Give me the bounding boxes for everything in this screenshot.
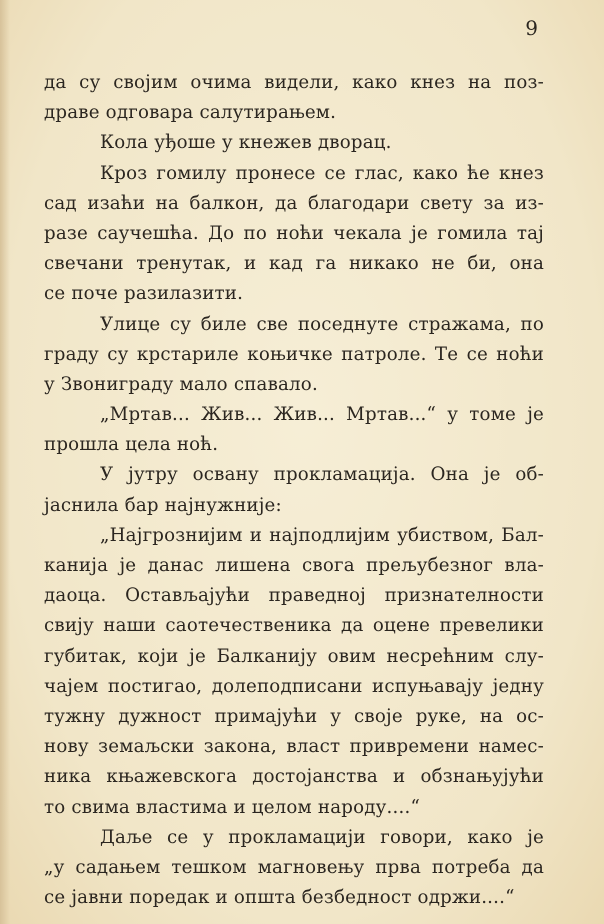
text-line: да су својим очима видели, како кнез на поз-	[44, 72, 544, 93]
text-line: јаснила бар најнужније:	[44, 494, 282, 516]
text-line: свију наши саотечественика да оцене превелики	[44, 615, 544, 637]
text-line: граду су крстариле коњичке патроле. Те се ноћи	[44, 343, 544, 365]
text-line: ника књажевскога достојанства и обзнањујући	[44, 766, 544, 788]
text-line: драве одговара салутирањем.	[44, 102, 337, 124]
text-line: У јутру освану прокламација. Она је об-	[100, 464, 544, 486]
text-line: свечани тренутак, и кад га никако не би, она	[44, 253, 544, 275]
text-line: нову земаљски закона, власт привремени намес-	[44, 736, 544, 758]
text-line: се јавни поредак и општа безбедност одржи....“	[44, 887, 515, 909]
page-edge-shadow	[0, 0, 10, 924]
text-line: разе саучешћа. До по ноћи чекала је гомила тај	[44, 222, 544, 244]
text-line: „Мртав... Жив... Жив... Мртав...“ у томе је	[100, 404, 544, 426]
text-line: „у садањем тешком магновењу прва потреба да	[44, 856, 544, 878]
text-line: „Најгрознијим и најподлијим убиством, Бал-	[100, 524, 544, 546]
text-line: у Звониграду мало спавало.	[44, 373, 318, 395]
text-line: губитак, који је Балканију овим несрећним слу-	[44, 645, 544, 667]
text-line: чајем постигао, долеподписани испуњавају једну	[44, 675, 544, 697]
text-line: сад изаћи на балкон, да благодари свету за из-	[44, 192, 544, 214]
body-text	[44, 68, 544, 913]
text-line: даоца. Остављајући праведној признателности	[44, 585, 544, 607]
text-line: то свима властима и целом народу....“	[44, 796, 420, 818]
text-line: тужну дужност примајући у своје руке, на ос-	[44, 705, 544, 727]
page-number: 9	[525, 16, 538, 40]
text-line: Улице су биле све поседнуте стражама, по	[100, 313, 544, 335]
text-line: Кола уђоше у кнежев дворац.	[100, 132, 392, 154]
text-line: канија је данас лишена свога прељубезног вла-	[44, 555, 544, 576]
text-line: се поче разилазити.	[44, 283, 244, 305]
text-line: Даље се у прокламацији говори, како је	[100, 826, 544, 848]
text-line: Кроз гомилу пронесе се глас, како ће кнез	[100, 162, 544, 184]
text-line: прошла цела ноћ.	[44, 434, 219, 456]
